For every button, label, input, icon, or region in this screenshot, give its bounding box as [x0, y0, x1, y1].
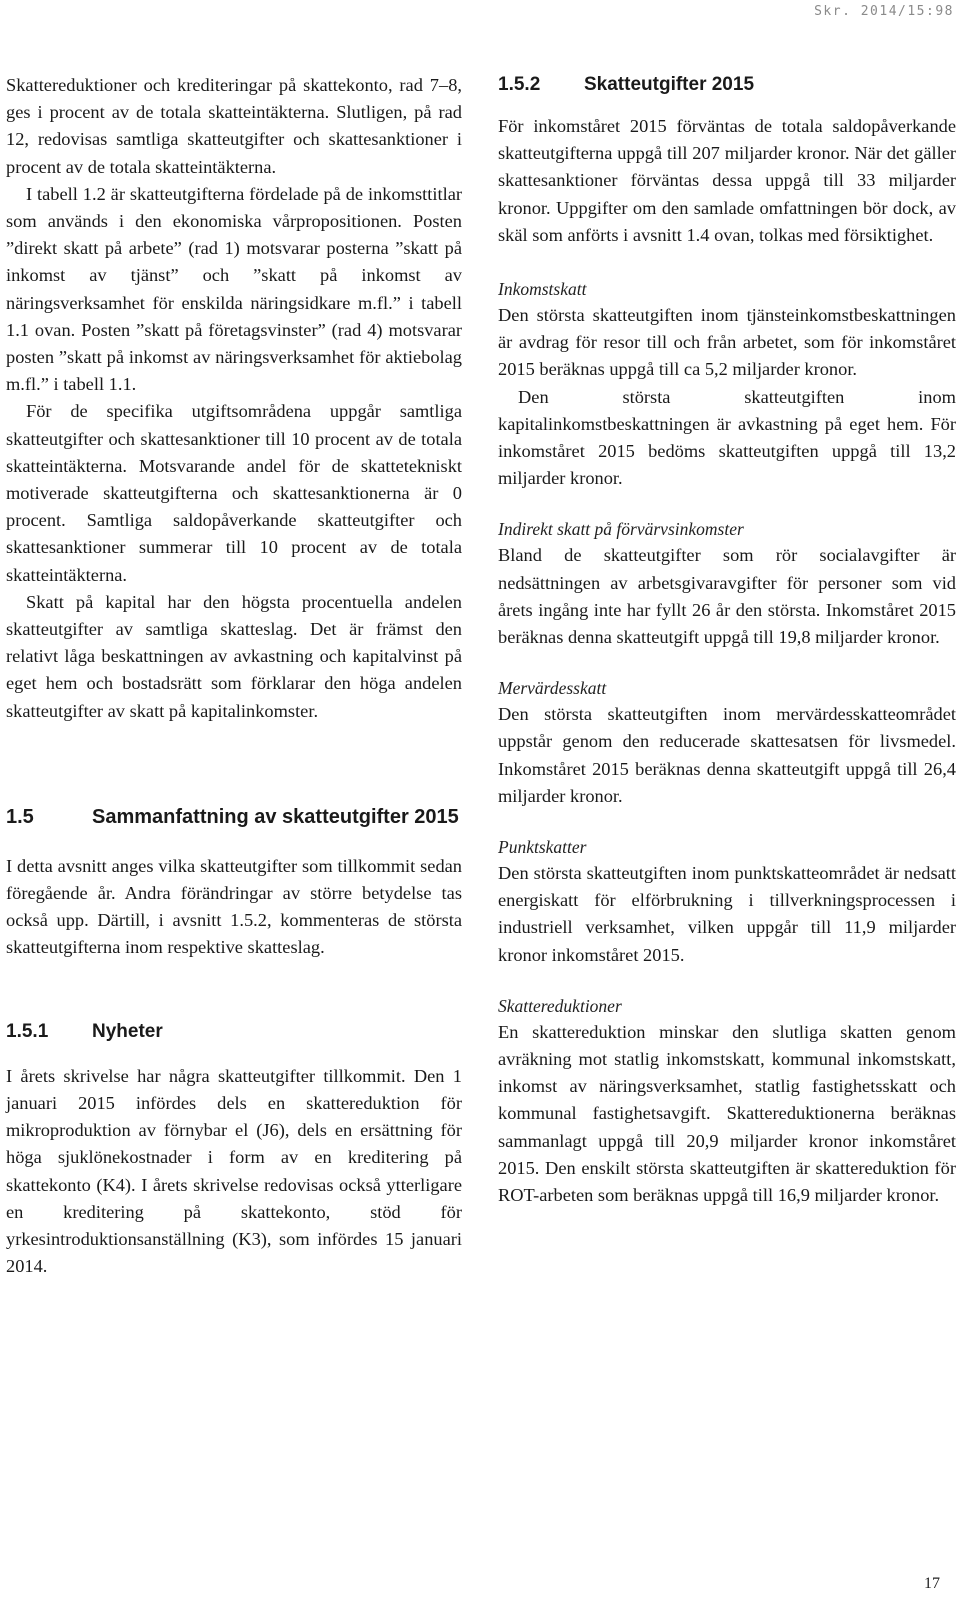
paragraph-utgiftsomraden: För de specifika utgiftsområdena uppgår samtliga skatteutgifter och skattesanktioner till 10 procent av de totala skatteintäkterna. Motsvarande andel för de skattetekniskt motiverade skatteutgifterna och skattesanktionerna är 0 procent. Samtliga saldopåverkande skatteutgifter och skattesanktioner summerar till 10 procent av de totala skatteintäkterna.: [6, 401, 462, 585]
paragraph-skattereduktioner-andel: Skattereduktioner och krediteringar på skattekonto, rad 7–8, ges i procent av de totala skatteintäkterna. Slutligen, på rad 12, redovisas samtliga skatteutgifter och skattesanktioner i procent av de totala skatteintäkterna.: [6, 75, 462, 177]
section-heading-1-5: [6, 804, 462, 831]
paragraph-skattereduktioner: En skattereduktion minskar den slutliga skatten genom avräkning mot statlig inkomstskatt, kommunal inkomstskatt, inkomst av näringsverksamhet, statlig fastighetsskatt och kommunal fastighetsavgift. Skattereduktionerna beräknas sammanlagt uppgå till 20,9 miljarder kronor inkomståret 2015. Den enskilt största skatteutgiften är skattereduktion för ROT-arbeten som beräknas uppgå till 16,9 miljarder kronor.: [498, 1021, 956, 1206]
paragraph-indirekt-skatt: Bland de skatteutgifter som rör socialavgifter är nedsättningen av arbetsgivaravgifter för personer som vid årets ingång inte har fyllt 26 år den största. Inkomståret 2015 beräknas denna skatteutgift uppgå till 19,8 miljarder kronor.: [498, 545, 956, 648]
section-number: 1.5: [6, 805, 34, 828]
subheading-punktskatter: Punktskatter: [498, 837, 587, 858]
section-heading-1-5-2: [498, 72, 956, 98]
subheading-mervardesskatt: Mervärdesskatt: [498, 678, 607, 699]
section-number: 1.5.2: [498, 74, 541, 95]
left-column: [6, 72, 462, 1280]
subheading-skattereduktioner: Skattereduktioner: [498, 995, 622, 1016]
paragraph-tabell-1-2: I tabell 1.2 är skatteutgifterna fördelade på de inkomsttitlar som används i den ekonomiska vårpropositionen. Posten ”direkt skatt på arbete” (rad 1) motsvarar posterna ”skatt på inkomst av tjänst” och ”skatt på inkomst av näringsverksamhet för enskilda näringsidkare m.fl.” i tabell 1.1 ovan. Posten ”skatt på företagsvinster” (rad 4) motsvarar posten ”skatt på inkomst av näringsverksamhet för aktiebolag m.fl.” i tabell 1.1.: [6, 183, 462, 395]
page-number: 17: [924, 1575, 940, 1592]
paragraph-inkomstskatt-kapital: Den största skatteutgiften inom kapitalinkomstbeskattningen är avkastning på eget hem. För inkomståret 2015 bedöms skatteutgiften uppgå till 13,2 miljarder kronor.: [498, 386, 956, 489]
section-title: Skatteutgifter 2015: [584, 74, 755, 95]
paragraph-inkomstskatt-tjanst: Den största skatteutgiften inom tjänsteinkomstbeskattningen är avdrag för resor till och från arbetet, som för inkomståret 2015 beräknas uppgå till ca 5,2 miljarder kronor.: [498, 305, 956, 380]
paragraph-punktskatter: Den största skatteutgiften inom punktskatteområdet är nedsatt energiskatt för elförbrukning i tillverkningsprocessen i industriell verksamhet, vilken uppgår till 11,9 miljarder kronor inkomståret 2015.: [498, 863, 956, 965]
paragraph-skatt-pa-kapital: Skatt på kapital har den högsta procentuella andelen skatteutgifter av samtliga skatteslag. Det är främst den relativt låga beskattningen av avkastning och kapitalvinst på eget hem och bostadsrätt som förklarar den höga andelen skatteutgifter av skatt på kapitalinkomster.: [6, 591, 462, 721]
paragraph-skatteutgifter-2015: För inkomståret 2015 förväntas de totala saldopåverkande skatteutgifterna uppgå till 207 miljarder kronor. När det gäller skattesanktioner förväntas dessa uppgå till 33 miljarder kronor. Uppgifter om den samlade omfattningen bör dock, av skäl som anförts i avsnitt 1.4 ovan, tolkas med försiktighet.: [498, 116, 956, 245]
section-heading-1-5-1: [6, 1019, 462, 1045]
document-reference: Skr. 2014/15:98: [814, 4, 954, 19]
subheading-inkomstskatt: Inkomstskatt: [498, 279, 587, 300]
subheading-indirekt-skatt: Indirekt skatt på förvärvsinkomster: [498, 519, 744, 540]
section-number: 1.5.1: [6, 1020, 49, 1042]
paragraph-sammanfattning: I detta avsnitt anges vilka skatteutgifter som tillkommit sedan föregående år. Andra förändringar av större betydelse tas också upp. Därtill, i avsnitt 1.5.2, kommenteras de största skatteutgifterna inom respektive skatteslag.: [6, 855, 462, 958]
section-title: Nyheter: [92, 1020, 163, 1042]
right-column: [498, 72, 956, 1209]
section-title: Sammanfattning av skatteutgifter 2015: [92, 805, 459, 828]
paragraph-nyheter: I årets skrivelse har några skatteutgifter tillkommit. Den 1 januari 2015 infördes dels en skattereduktion för mikroproduktion av förnybar el (J6), dels en ersättning för höga sjuklönekostnader i form av en kreditering på skattekonto (K4). I årets skrivelse redovisas också ytterligare en kreditering på skattekonto, stöd för yrkesintroduktionsanställning (K3), som infördes 15 januari 2014.: [6, 1065, 462, 1277]
paragraph-mervardesskatt: Den största skatteutgiften inom mervärdesskatteområdet uppstår genom den reducerade skattesatsen för livsmedel. Inkomståret 2015 beräknas denna skatteutgift uppgå till 26,4 miljarder kronor.: [498, 704, 956, 806]
